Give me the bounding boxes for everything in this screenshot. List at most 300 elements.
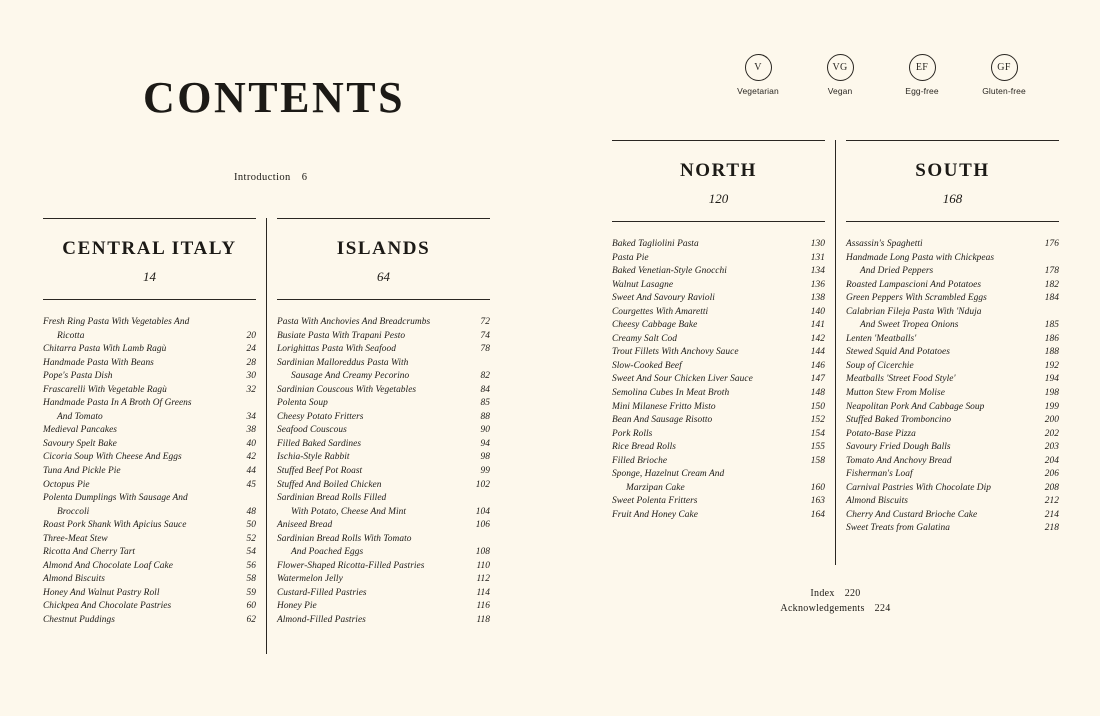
legend-item-egg-free xyxy=(894,54,950,96)
toc-entry-title: Neapolitan Pork And Cabbage Soup xyxy=(846,401,985,412)
toc-entry-title: Mini Milanese Fritto Misto xyxy=(612,401,716,412)
toc-entry[interactable] xyxy=(846,306,1059,320)
toc-entry-page: 114 xyxy=(476,587,490,598)
toc-entry-page: 130 xyxy=(810,239,825,249)
toc-entry-title: Pasta Pie xyxy=(612,252,649,263)
toc-entry[interactable] xyxy=(43,384,256,398)
toc-entry-title: Sardinian Couscous With Vegetables xyxy=(277,384,417,395)
toc-entry[interactable] xyxy=(612,292,825,306)
toc-entry-page: 164 xyxy=(810,509,825,520)
toc-entry[interactable] xyxy=(43,506,256,520)
toc-entry-page: 30 xyxy=(246,371,256,382)
toc-entry[interactable] xyxy=(43,438,256,452)
toc-entry-page: 188 xyxy=(1044,347,1059,358)
entry-list-islands xyxy=(277,316,490,628)
toc-entry[interactable] xyxy=(277,492,490,506)
toc-entry-title: Three-Meat Stew xyxy=(43,533,108,544)
toc-entry[interactable] xyxy=(277,451,490,465)
toc-entry[interactable] xyxy=(43,587,256,601)
toc-entry[interactable] xyxy=(43,330,256,344)
toc-entry-page: 185 xyxy=(1044,320,1059,331)
toc-entry-title: Octopus Pie xyxy=(43,479,90,490)
toc-entry[interactable] xyxy=(846,373,1059,387)
entry-list-south xyxy=(846,238,1059,536)
toc-entry-title: Ischia-Style Rabbit xyxy=(277,452,350,463)
toc-entry-page: 82 xyxy=(480,371,490,382)
toc-entry-title: Mutton Stew From Molise xyxy=(846,388,945,399)
toc-entry-title: Fresh Ring Pasta With Vegetables And xyxy=(43,317,190,327)
toc-entry-page: 112 xyxy=(476,574,490,585)
toc-entry[interactable] xyxy=(846,482,1059,496)
toc-entry-title: Sweet Treats from Galatina xyxy=(846,523,950,534)
toc-entry[interactable] xyxy=(612,373,825,387)
toc-entry-title: Trout Fillets With Anchovy Sauce xyxy=(612,347,739,358)
toc-entry-page: 48 xyxy=(246,506,256,517)
toc-entry-title: Savoury Spelt Bake xyxy=(43,438,117,449)
toc-entry-page: 144 xyxy=(810,347,825,358)
toc-entry[interactable] xyxy=(846,428,1059,442)
toc-entry-title: Roasted Lampascioni And Potatoes xyxy=(846,279,982,290)
section-header-south xyxy=(846,140,1059,222)
toc-entry[interactable] xyxy=(277,330,490,344)
toc-entry-title: Savoury Fried Dough Balls xyxy=(846,442,951,453)
section-page-central-italy: 14 xyxy=(143,269,156,284)
toc-entry-title: Stewed Squid And Potatoes xyxy=(846,347,950,358)
legend-item-vegetarian xyxy=(730,54,786,96)
toc-entry[interactable] xyxy=(846,509,1059,523)
toc-entry-page: 118 xyxy=(476,615,490,626)
section-islands xyxy=(277,218,490,628)
toc-entry-page: 152 xyxy=(810,415,825,426)
introduction-page: 6 xyxy=(301,172,308,183)
toc-entry[interactable] xyxy=(277,573,490,587)
toc-entry[interactable] xyxy=(277,614,490,628)
toc-entry[interactable] xyxy=(846,414,1059,428)
toc-entry-title: Fisherman's Loaf xyxy=(846,469,913,480)
toc-entry[interactable] xyxy=(43,492,256,506)
toc-entry[interactable] xyxy=(277,316,490,330)
toc-entry-title: Stuffed Baked Tromboncino xyxy=(846,415,952,426)
toc-entry-title: Handmade Long Pasta with Chickpeas xyxy=(846,252,995,263)
toc-entry[interactable] xyxy=(846,333,1059,347)
toc-entry[interactable] xyxy=(43,533,256,547)
toc-entry[interactable] xyxy=(612,468,825,482)
toc-entry[interactable] xyxy=(612,252,825,266)
toc-entry-title: Baked Venetian-Style Gnocchi xyxy=(612,266,727,277)
vegan-icon: VG xyxy=(827,54,854,81)
backmatter-acknowledgements xyxy=(612,601,1059,616)
toc-entry-title: Sweet Polenta Fritters xyxy=(612,496,698,507)
toc-entry-page: 85 xyxy=(480,398,490,409)
toc-entry-title: Marzipan Cake xyxy=(626,482,685,493)
toc-entry-page: 208 xyxy=(1044,482,1059,493)
toc-entry[interactable] xyxy=(846,441,1059,455)
toc-entry[interactable] xyxy=(43,614,256,628)
toc-entry-page: 58 xyxy=(246,574,256,585)
legend-label-egg-free: Egg-free xyxy=(905,86,939,96)
toc-entry-page: 138 xyxy=(810,293,825,304)
toc-entry-title: Green Peppers With Scrambled Eggs xyxy=(846,293,987,304)
toc-entry-page: 186 xyxy=(1044,333,1059,344)
section-south xyxy=(846,140,1059,536)
right-page-column-divider xyxy=(835,140,836,565)
toc-entry[interactable] xyxy=(612,509,825,523)
toc-entry-page: 116 xyxy=(476,601,490,612)
toc-entry[interactable] xyxy=(612,482,825,496)
toc-entry-title: With Potato, Cheese And Mint xyxy=(291,506,407,517)
section-title-islands: ISLANDS xyxy=(336,238,431,259)
toc-entry[interactable] xyxy=(612,360,825,374)
section-title-north: NORTH xyxy=(679,160,757,181)
toc-entry[interactable] xyxy=(612,455,825,469)
toc-entry-page: 32 xyxy=(246,384,256,395)
toc-entry-page: 194 xyxy=(1044,374,1059,385)
toc-entry[interactable] xyxy=(277,600,490,614)
section-rule-bottom xyxy=(43,299,256,300)
toc-entry-title: Pope's Pasta Dish xyxy=(43,371,113,382)
section-header-central-italy xyxy=(43,218,256,300)
toc-entry[interactable] xyxy=(612,279,825,293)
toc-entry-page: 136 xyxy=(810,279,825,290)
toc-entry-title: Slow-Cooked Beef xyxy=(612,360,682,371)
toc-entry-title: Fruit And Honey Cake xyxy=(612,509,698,520)
toc-entry-page: 148 xyxy=(810,388,825,399)
toc-entry-title: Broccoli xyxy=(57,506,90,517)
legend-label-vegan: Vegan xyxy=(827,86,853,96)
toc-entry-title: Ricotta And Cherry Tart xyxy=(43,547,136,558)
toc-entry[interactable] xyxy=(846,495,1059,509)
toc-entry-page: 178 xyxy=(1044,266,1059,277)
backmatter-index-label: Index xyxy=(810,588,835,599)
toc-entry-page: 62 xyxy=(246,615,256,626)
toc-entry[interactable] xyxy=(846,319,1059,333)
toc-entry-title: Cheesy Cabbage Bake xyxy=(612,320,698,331)
toc-entry-title: Sweet And Sour Chicken Liver Sauce xyxy=(612,374,753,385)
toc-entry-page: 147 xyxy=(810,374,825,385)
toc-entry-title: Chitarra Pasta With Lamb Ragù xyxy=(43,344,167,355)
toc-entry[interactable] xyxy=(277,370,490,384)
toc-entry-title: Sardinian Bread Rolls With Tomato xyxy=(277,533,412,544)
toc-entry-page: 141 xyxy=(810,320,825,331)
toc-entry-title: Courgettes With Amaretti xyxy=(612,306,709,317)
toc-entry-page: 106 xyxy=(475,520,490,531)
toc-entry-page: 38 xyxy=(246,425,256,436)
toc-entry-title: Sardinian Malloreddus Pasta With xyxy=(277,357,409,368)
toc-entry-title: Honey Pie xyxy=(277,601,317,612)
toc-entry-page: 212 xyxy=(1044,496,1059,507)
toc-entry-title: And Dried Peppers xyxy=(860,266,934,277)
toc-entry-title: And Tomato xyxy=(57,411,103,422)
toc-entry[interactable] xyxy=(846,360,1059,374)
toc-entry-title: Lenten 'Meatballs' xyxy=(846,333,917,344)
toc-entry-page: 192 xyxy=(1044,360,1059,371)
toc-entry-title: Roast Pork Shank With Apicius Sauce xyxy=(43,520,187,531)
toc-entry[interactable] xyxy=(43,560,256,574)
toc-entry-page: 102 xyxy=(475,479,490,490)
backmatter-index-page: 220 xyxy=(844,588,861,599)
toc-entry[interactable] xyxy=(612,333,825,347)
toc-entry-page: 110 xyxy=(476,560,490,571)
toc-entry-title: Tuna And Pickle Pie xyxy=(43,466,121,477)
vegetarian-icon: V xyxy=(745,54,772,81)
toc-entry[interactable] xyxy=(43,519,256,533)
toc-entry[interactable] xyxy=(43,465,256,479)
toc-entry[interactable] xyxy=(43,397,256,411)
introduction-label: Introduction xyxy=(234,172,291,183)
toc-entry[interactable] xyxy=(846,455,1059,469)
toc-entry-page: 200 xyxy=(1044,415,1059,426)
legend-item-gluten-free xyxy=(976,54,1032,96)
toc-entry-page: 142 xyxy=(810,333,825,344)
toc-entry-page: 72 xyxy=(480,317,490,327)
toc-entry-title: Sweet And Savoury Ravioli xyxy=(612,293,715,304)
section-page-north: 120 xyxy=(708,191,729,206)
toc-entry[interactable] xyxy=(846,468,1059,482)
toc-entry-title: Chestnut Puddings xyxy=(43,615,115,626)
toc-entry-title: And Sweet Tropea Onions xyxy=(860,320,959,331)
toc-entry-title: Sardinian Bread Rolls Filled xyxy=(277,493,387,504)
toc-entry[interactable] xyxy=(612,306,825,320)
toc-entry[interactable] xyxy=(277,438,490,452)
toc-entry-title: Lorighittas Pasta With Seafood xyxy=(277,344,396,355)
toc-entry[interactable] xyxy=(612,495,825,509)
toc-entry[interactable] xyxy=(846,401,1059,415)
section-rule-top xyxy=(277,218,490,219)
toc-entry-title: Handmade Pasta In A Broth Of Greens xyxy=(43,398,192,409)
introduction-entry xyxy=(234,172,307,183)
toc-entry[interactable] xyxy=(277,587,490,601)
toc-entry-page: 28 xyxy=(246,357,256,368)
toc-entry-title: Carnival Pastries With Chocolate Dip xyxy=(846,482,992,493)
toc-entry[interactable] xyxy=(43,411,256,425)
toc-entry-page: 160 xyxy=(810,482,825,493)
toc-entry-page: 150 xyxy=(810,401,825,412)
toc-entry[interactable] xyxy=(277,357,490,371)
toc-entry-page: 78 xyxy=(480,344,490,355)
toc-entry[interactable] xyxy=(277,411,490,425)
section-central-italy xyxy=(43,218,256,628)
toc-entry-title: Aniseed Bread xyxy=(277,520,333,531)
toc-entry-page: 24 xyxy=(246,344,256,355)
toc-entry[interactable] xyxy=(612,441,825,455)
toc-entry[interactable] xyxy=(846,265,1059,279)
toc-entry-title: Potato-Base Pizza xyxy=(846,428,916,439)
toc-entry[interactable] xyxy=(612,238,825,252)
toc-entry-page: 108 xyxy=(475,547,490,558)
toc-entry-title: Assassin's Spaghetti xyxy=(846,239,923,249)
toc-entry-page: 203 xyxy=(1044,442,1059,453)
toc-entry-page: 198 xyxy=(1044,388,1059,399)
toc-entry[interactable] xyxy=(612,428,825,442)
toc-entry-title: Meatballs 'Street Food Style' xyxy=(846,374,956,385)
toc-entry-title: Medieval Pancakes xyxy=(43,425,117,436)
toc-entry[interactable] xyxy=(43,316,256,330)
toc-entry-page: 199 xyxy=(1044,401,1059,412)
toc-entry-page: 158 xyxy=(810,455,825,466)
section-rule-top xyxy=(846,140,1059,141)
toc-entry[interactable] xyxy=(43,357,256,371)
legend-label-vegetarian: Vegetarian xyxy=(737,86,779,96)
section-header-islands xyxy=(277,218,490,300)
toc-entry-title: Filled Baked Sardines xyxy=(277,438,362,449)
toc-entry[interactable] xyxy=(43,479,256,493)
toc-entry[interactable] xyxy=(612,346,825,360)
toc-entry[interactable] xyxy=(277,533,490,547)
toc-entry[interactable] xyxy=(846,238,1059,252)
backmatter-index xyxy=(612,586,1059,601)
section-page-south: 168 xyxy=(942,191,963,206)
toc-entry-page: 134 xyxy=(810,266,825,277)
toc-entry-page: 99 xyxy=(480,466,490,477)
toc-entry-page: 45 xyxy=(246,479,256,490)
toc-entry[interactable] xyxy=(277,506,490,520)
toc-entry[interactable] xyxy=(277,519,490,533)
toc-entry-title: Chickpea And Chocolate Pastries xyxy=(43,601,172,612)
toc-entry[interactable] xyxy=(846,252,1059,266)
toc-entry-page: 88 xyxy=(480,411,490,422)
section-rule-bottom xyxy=(277,299,490,300)
entry-list-central-italy xyxy=(43,316,256,628)
toc-entry-page: 20 xyxy=(246,330,256,341)
toc-entry-page: 155 xyxy=(810,442,825,453)
toc-entry-page: 59 xyxy=(246,587,256,598)
toc-entry-page: 52 xyxy=(246,533,256,544)
toc-entry[interactable] xyxy=(43,573,256,587)
section-rule-top xyxy=(43,218,256,219)
entry-list-north xyxy=(612,238,825,522)
backmatter-acknowledgements-page: 224 xyxy=(874,603,891,614)
toc-entry-title: Soup of Cicerchie xyxy=(846,360,914,371)
toc-entry-title: Almond-Filled Pastries xyxy=(277,615,366,626)
toc-entry-page: 40 xyxy=(246,438,256,449)
legend-label-gluten-free: Gluten-free xyxy=(982,86,1026,96)
section-title-central-italy: CENTRAL ITALY xyxy=(62,238,237,259)
toc-entry-page: 98 xyxy=(480,452,490,463)
toc-entry-page: 140 xyxy=(810,306,825,317)
toc-entry-page: 54 xyxy=(246,547,256,558)
toc-entry-title: Sponge, Hazelnut Cream And xyxy=(612,469,725,480)
toc-entry-title: Honey And Walnut Pastry Roll xyxy=(43,587,160,598)
toc-entry[interactable] xyxy=(277,424,490,438)
toc-entry[interactable] xyxy=(612,319,825,333)
section-title-south: SOUTH xyxy=(915,160,990,181)
toc-entry[interactable] xyxy=(43,343,256,357)
toc-entry-page: 202 xyxy=(1044,428,1059,439)
toc-entry[interactable] xyxy=(846,279,1059,293)
toc-entry[interactable] xyxy=(277,560,490,574)
toc-entry-page: 34 xyxy=(246,411,256,422)
toc-entry-page: 131 xyxy=(810,252,825,263)
toc-entry-title: Almond Biscuits xyxy=(43,574,105,585)
toc-entry-title: Filled Brioche xyxy=(612,455,668,466)
toc-entry-title: Polenta Dumplings With Sausage And xyxy=(43,493,188,504)
toc-entry-page: 218 xyxy=(1044,523,1059,534)
toc-entry-page: 84 xyxy=(480,384,490,395)
toc-entry-title: Bean And Sausage Risotto xyxy=(612,415,713,426)
toc-entry[interactable] xyxy=(43,600,256,614)
section-rule-bottom xyxy=(612,221,825,222)
section-header-north xyxy=(612,140,825,222)
toc-entry-page: 94 xyxy=(480,438,490,449)
left-page-column-divider xyxy=(266,218,267,654)
toc-entry-title: Busiate Pasta With Trapani Pesto xyxy=(277,330,406,341)
toc-entry-title: Cherry And Custard Brioche Cake xyxy=(846,509,978,520)
toc-entry-page: 104 xyxy=(475,506,490,517)
toc-entry-page: 176 xyxy=(1044,239,1059,249)
toc-entry-title: Frascarelli With Vegetable Ragù xyxy=(43,384,167,395)
toc-entry-title: Custard-Filled Pastries xyxy=(277,587,367,598)
toc-entry[interactable] xyxy=(277,479,490,493)
toc-entry-page: 214 xyxy=(1044,509,1059,520)
toc-entry-title: Baked Tagliolini Pasta xyxy=(612,239,699,249)
toc-entry[interactable] xyxy=(846,387,1059,401)
toc-entry[interactable] xyxy=(277,343,490,357)
toc-entry-page: 90 xyxy=(480,425,490,436)
toc-entry-title: Polenta Soup xyxy=(277,398,328,409)
toc-entry[interactable] xyxy=(43,370,256,384)
toc-entry-title: Calabrian Fileja Pasta With 'Nduja xyxy=(846,306,982,317)
toc-entry[interactable] xyxy=(43,546,256,560)
toc-entry-page: 50 xyxy=(246,520,256,531)
egg-free-icon: EF xyxy=(909,54,936,81)
toc-entry[interactable] xyxy=(277,546,490,560)
toc-entry-page: 182 xyxy=(1044,279,1059,290)
toc-entry-title: Cicoria Soup With Cheese And Eggs xyxy=(43,452,182,463)
toc-entry[interactable] xyxy=(277,384,490,398)
toc-entry-title: Tomato And Anchovy Bread xyxy=(846,455,952,466)
toc-entry-page: 184 xyxy=(1044,293,1059,304)
toc-entry-title: Stuffed And Boiled Chicken xyxy=(277,479,382,490)
toc-entry-title: Pork Rolls xyxy=(612,428,653,439)
section-north xyxy=(612,140,825,522)
toc-entry[interactable] xyxy=(612,265,825,279)
toc-entry-title: Pasta With Anchovies And Breadcrumbs xyxy=(277,317,431,327)
toc-entry-page: 204 xyxy=(1044,455,1059,466)
section-rule-top xyxy=(612,140,825,141)
toc-entry[interactable] xyxy=(612,387,825,401)
toc-entry-title: Walnut Lasagne xyxy=(612,279,674,290)
backmatter xyxy=(612,586,1059,616)
toc-entry-title: Creamy Salt Cod xyxy=(612,333,677,344)
toc-entry-page: 60 xyxy=(246,601,256,612)
toc-entry-page: 146 xyxy=(810,360,825,371)
toc-entry-title: And Poached Eggs xyxy=(291,547,364,558)
toc-entry-title: Almond Biscuits xyxy=(846,496,908,507)
toc-entry-title: Semolina Cubes In Meat Broth xyxy=(612,388,730,399)
dietary-legend xyxy=(730,54,1032,96)
toc-entry[interactable] xyxy=(43,424,256,438)
toc-entry[interactable] xyxy=(846,346,1059,360)
toc-entry-page: 163 xyxy=(810,496,825,507)
toc-entry[interactable] xyxy=(846,292,1059,306)
toc-entry[interactable] xyxy=(846,522,1059,536)
toc-entry-title: Cheesy Potato Fritters xyxy=(277,411,364,422)
toc-entry-title: Flower-Shaped Ricotta-Filled Pastries xyxy=(277,560,425,571)
toc-entry-title: Watermelon Jelly xyxy=(277,574,343,585)
toc-entry[interactable] xyxy=(43,451,256,465)
toc-entry[interactable] xyxy=(277,397,490,411)
toc-entry[interactable] xyxy=(612,401,825,415)
toc-entry-title: Rice Bread Rolls xyxy=(612,442,676,453)
section-page-islands: 64 xyxy=(377,269,390,284)
toc-entry-page: 206 xyxy=(1044,469,1059,480)
legend-item-vegan xyxy=(812,54,868,96)
toc-entry-page: 44 xyxy=(246,466,256,477)
toc-entry[interactable] xyxy=(612,414,825,428)
toc-entry-page: 42 xyxy=(246,452,256,463)
toc-entry[interactable] xyxy=(277,465,490,479)
toc-entry-page: 74 xyxy=(480,330,490,341)
